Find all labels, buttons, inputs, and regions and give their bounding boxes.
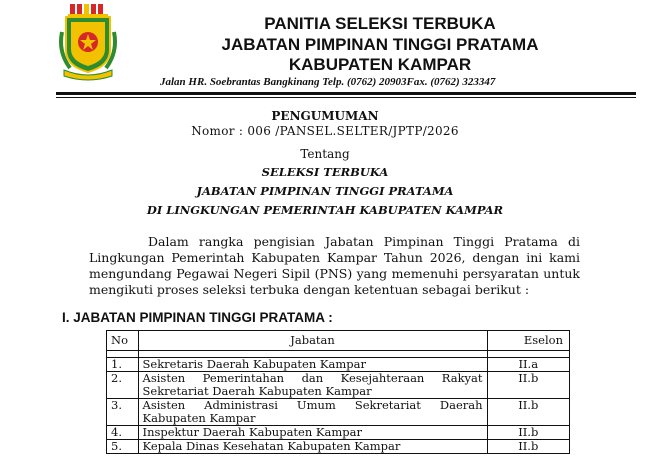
section-heading: I. JABATAN PIMPINAN TINGGI PRATAMA : xyxy=(62,310,333,325)
announcement-number: Nomor : 006 /PANSEL.SELTER/JPTP/2026 xyxy=(191,124,459,138)
position-table xyxy=(106,330,570,454)
header-address: Jalan HR. Soebrantas Bangkinang Telp. (0762) 20903Fax. (0762) 323347 xyxy=(160,76,496,88)
header-line-2: JABATAN PIMPINAN TINGGI PRATAMA xyxy=(221,35,539,54)
table-row xyxy=(107,440,570,454)
subject-line-3: DI LINGKUNGAN PEMERINTAH KABUPATEN KAMPAR xyxy=(146,203,504,217)
header-rule-thick xyxy=(56,92,636,95)
row-jabatan: Asisten Pemerintahan dan Kesejahteraan Rakyat Sekretariat Daerah Kabupaten Kampar xyxy=(138,372,487,399)
row-jabatan: Sekretaris Daerah Kabupaten Kampar xyxy=(138,358,487,372)
table-row xyxy=(107,426,570,440)
row-no: 5. xyxy=(107,440,139,454)
subject-line-1: SELEKSI TERBUKA xyxy=(261,165,389,179)
row-eselon: II.b xyxy=(487,399,569,426)
header-jabatan: Jabatan xyxy=(138,331,487,351)
row-jabatan: Inspektur Daerah Kabupaten Kampar xyxy=(138,426,487,440)
announcement-title: PENGUMUMAN xyxy=(271,109,379,123)
header-line-3: KABUPATEN KAMPAR xyxy=(288,55,472,74)
row-jabatan: Asisten Administrasi Umum Sekretariat Daerah Kabupaten Kampar xyxy=(138,399,487,426)
header-eselon: Eselon xyxy=(487,331,569,351)
row-eselon: II.b xyxy=(487,440,569,454)
row-eselon: II.b xyxy=(487,426,569,440)
header-no: No xyxy=(107,331,139,351)
row-no: 2. xyxy=(107,372,139,399)
intro-paragraph xyxy=(89,234,580,298)
table-header-row xyxy=(107,331,570,351)
row-no: 4. xyxy=(107,426,139,440)
table-row xyxy=(107,358,570,372)
table-row xyxy=(107,372,570,399)
kampar-emblem-logo xyxy=(58,2,118,82)
row-no: 3. xyxy=(107,399,139,426)
row-eselon: II.b xyxy=(487,372,569,399)
row-jabatan: Kepala Dinas Kesehatan Kabupaten Kampar xyxy=(138,440,487,454)
row-no: 1. xyxy=(107,358,139,372)
header-rule-thin xyxy=(56,97,636,98)
intro-paragraph-text: Dalam rangka pengisian Jabatan Pimpinan Tinggi Pratama di Lingkungan Pemerintah Kabupaten Kampar Tahun 2026, dengan ini kami mengundang Pegawai Negeri Sipil (PNS) yang memenuhi persyaratan untuk mengikuti proses seleksi terbuka dengan ketentuan sebagai berikut : xyxy=(89,234,580,297)
table-row xyxy=(107,399,570,426)
header-line-1: PANITIA SELEKSI TERBUKA xyxy=(264,14,496,33)
subject-line-2: JABATAN PIMPINAN TINGGI PRATAMA xyxy=(196,184,454,198)
row-eselon: II.a xyxy=(487,358,569,372)
announcement-about-label: Tentang xyxy=(300,147,350,161)
